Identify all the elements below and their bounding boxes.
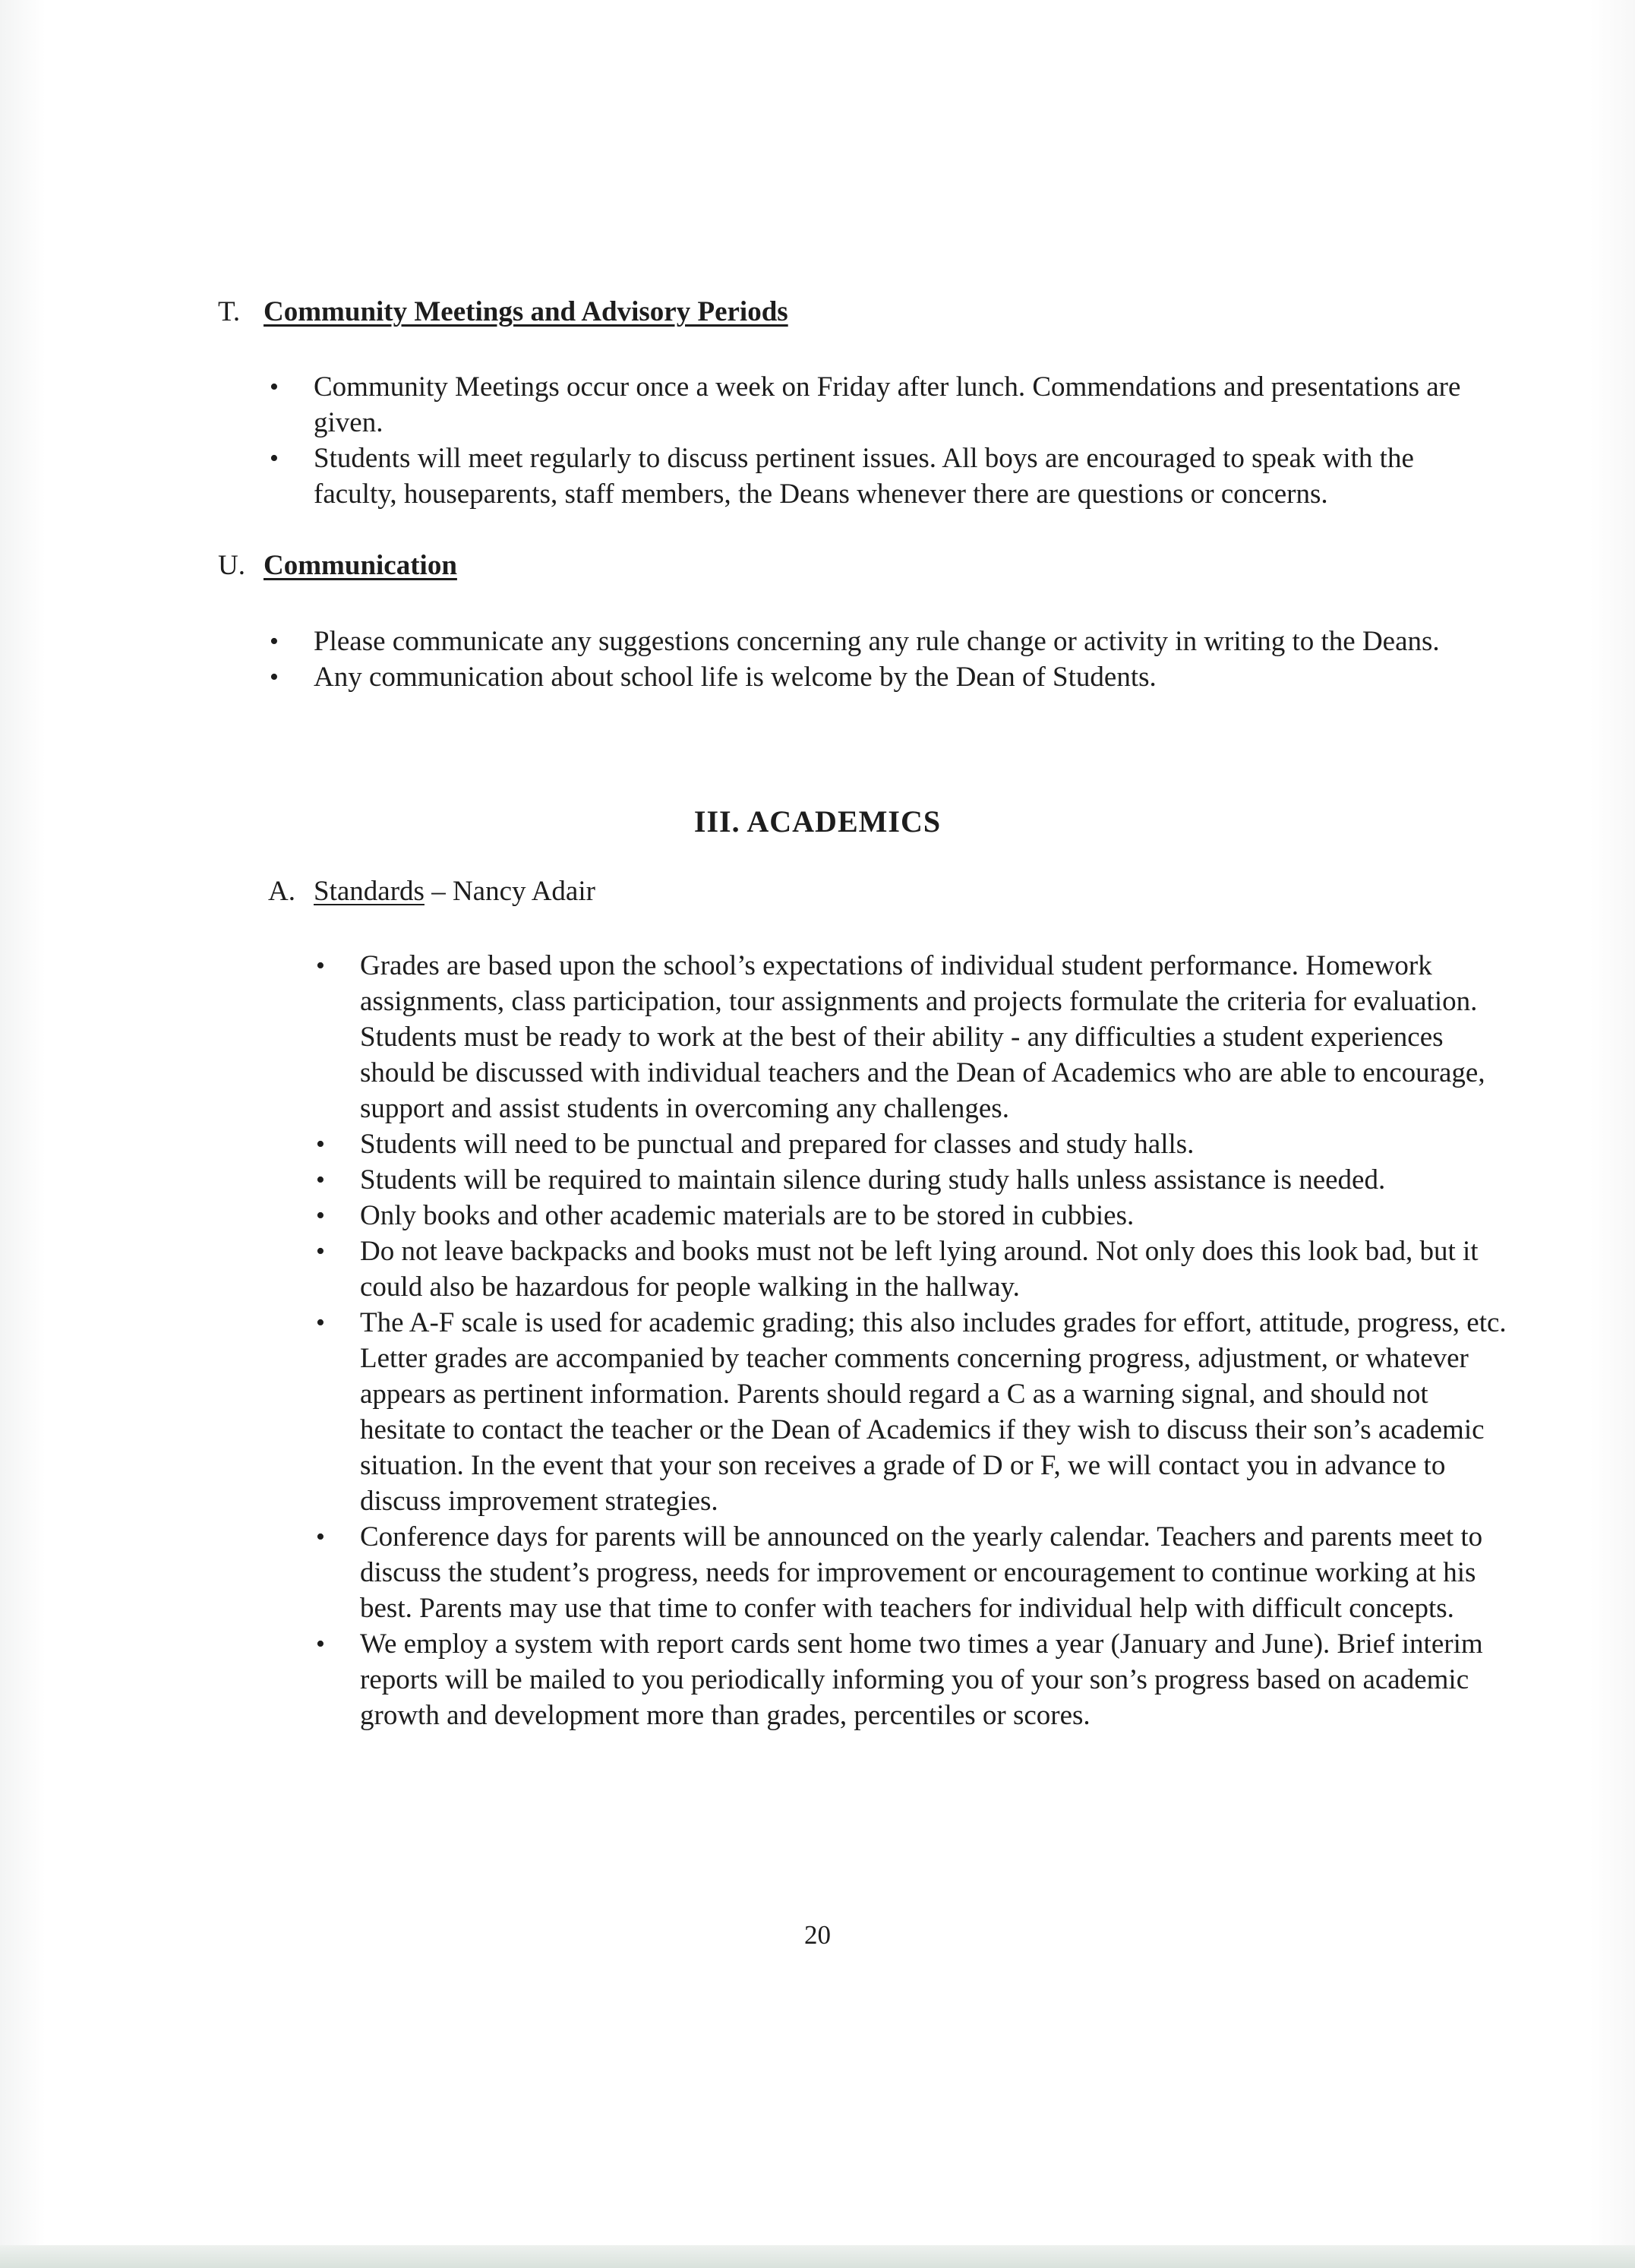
standards-author: – Nancy Adair: [424, 876, 595, 907]
list-item: [311, 1198, 1519, 1234]
bullet-icon: •: [316, 1630, 325, 1658]
bullet-icon: •: [316, 1130, 325, 1158]
bullet-text: Do not leave backpacks and books must not be left lying around. Not only does this look bad, but it could also be hazardous for people walking in the hallway.: [360, 1236, 1479, 1303]
bullet-icon: •: [316, 1166, 325, 1194]
bullet-text: Students will need to be punctual and prepared for classes and study halls.: [360, 1129, 1195, 1160]
list-item: [265, 624, 1480, 659]
bullet-text: The A-F scale is used for academic grading; this also includes grades for effort, attitude, progress, etc. Letter grades are accompanied by teacher comments concerning progress, adjustment, or whatever appears as pertinent information. Parents should regard a C as a warning signal, and should not hesitate to contact the teacher or the Dean of Academics if they wish to discuss their son’s academic situation. In the event that your son receives a grade of D or F, we will contact you in advance to discuss improvement strategies.: [360, 1307, 1507, 1517]
bullet-icon: •: [270, 663, 279, 691]
section-u-bullet-list: [265, 624, 1480, 695]
bullet-icon: •: [316, 1523, 325, 1551]
section-u-heading: [218, 548, 457, 583]
page-number: 20: [804, 1920, 831, 1950]
list-item: [311, 1519, 1519, 1626]
section-u-title: Communication: [264, 550, 457, 581]
bullet-icon: •: [316, 1202, 325, 1230]
section-t-heading: [218, 295, 788, 330]
bullet-icon: •: [316, 952, 325, 980]
list-item: [265, 659, 1480, 695]
standards-letter: A.: [268, 876, 295, 907]
bullet-icon: •: [316, 1237, 325, 1265]
bullet-text: Community Meetings occur once a week on Friday after lunch. Commendations and presentations are given.: [314, 371, 1461, 438]
bullet-icon: •: [270, 444, 279, 472]
section-u-letter: U.: [218, 550, 245, 581]
bullet-text: Please communicate any suggestions concerning any rule change or activity in writing to the Deans.: [314, 626, 1440, 657]
bullet-icon: •: [316, 1309, 325, 1337]
section-t-bullet-list: [265, 369, 1488, 512]
standards-heading: [268, 874, 595, 909]
bullet-text: Conference days for parents will be announced on the yearly calendar. Teachers and parents meet to discuss the student’s progress, needs for improvement or encouragement to continue working at his best. Parents may use that time to confer with teachers for individual help with difficult concepts.: [360, 1521, 1483, 1624]
bullet-text: Students will meet regularly to discuss pertinent issues. All boys are encouraged to speak with the faculty, houseparents, staff members, the Deans whenever there are questions or concerns.: [314, 443, 1414, 510]
list-item: [265, 369, 1488, 441]
list-item: [311, 1234, 1519, 1305]
list-item: [311, 1626, 1519, 1733]
list-item: [311, 1162, 1519, 1198]
bullet-text: Only books and other academic materials are to be stored in cubbies.: [360, 1200, 1135, 1231]
bullet-text: Any communication about school life is welcome by the Dean of Students.: [314, 662, 1157, 693]
section-t-letter: T.: [218, 296, 241, 327]
list-item: [311, 1305, 1519, 1519]
list-item: [265, 441, 1488, 512]
bullet-text: Students will be required to maintain silence during study halls unless assistance is needed.: [360, 1164, 1386, 1196]
standards-title: Standards: [314, 876, 425, 907]
bullet-icon: •: [270, 373, 279, 401]
list-item: [311, 948, 1519, 1126]
bullet-text: We employ a system with report cards sent home two times a year (January and June). Brief interim reports will be mailed to you periodically informing you of your son’s progress based on academic growth and development more than grades, percentiles or scores.: [360, 1628, 1483, 1731]
section-t-title: Community Meetings and Advisory Periods: [264, 296, 788, 327]
chapter-heading: III. ACADEMICS: [693, 804, 942, 839]
bullet-icon: •: [270, 627, 279, 655]
standards-bullet-list: [311, 948, 1519, 1733]
list-item: [311, 1126, 1519, 1162]
scan-edge: [0, 2245, 1635, 2268]
bullet-text: Grades are based upon the school’s expectations of individual student performance. Homework assignments, class participation, tour assignments and projects formulate the criteria for evaluation. Students must be ready to work at the best of their ability - any difficulties a student experiences should be discussed with individual teachers and the Dean of Academics who are able to encourage, support and assist students in overcoming any challenges.: [360, 950, 1485, 1124]
